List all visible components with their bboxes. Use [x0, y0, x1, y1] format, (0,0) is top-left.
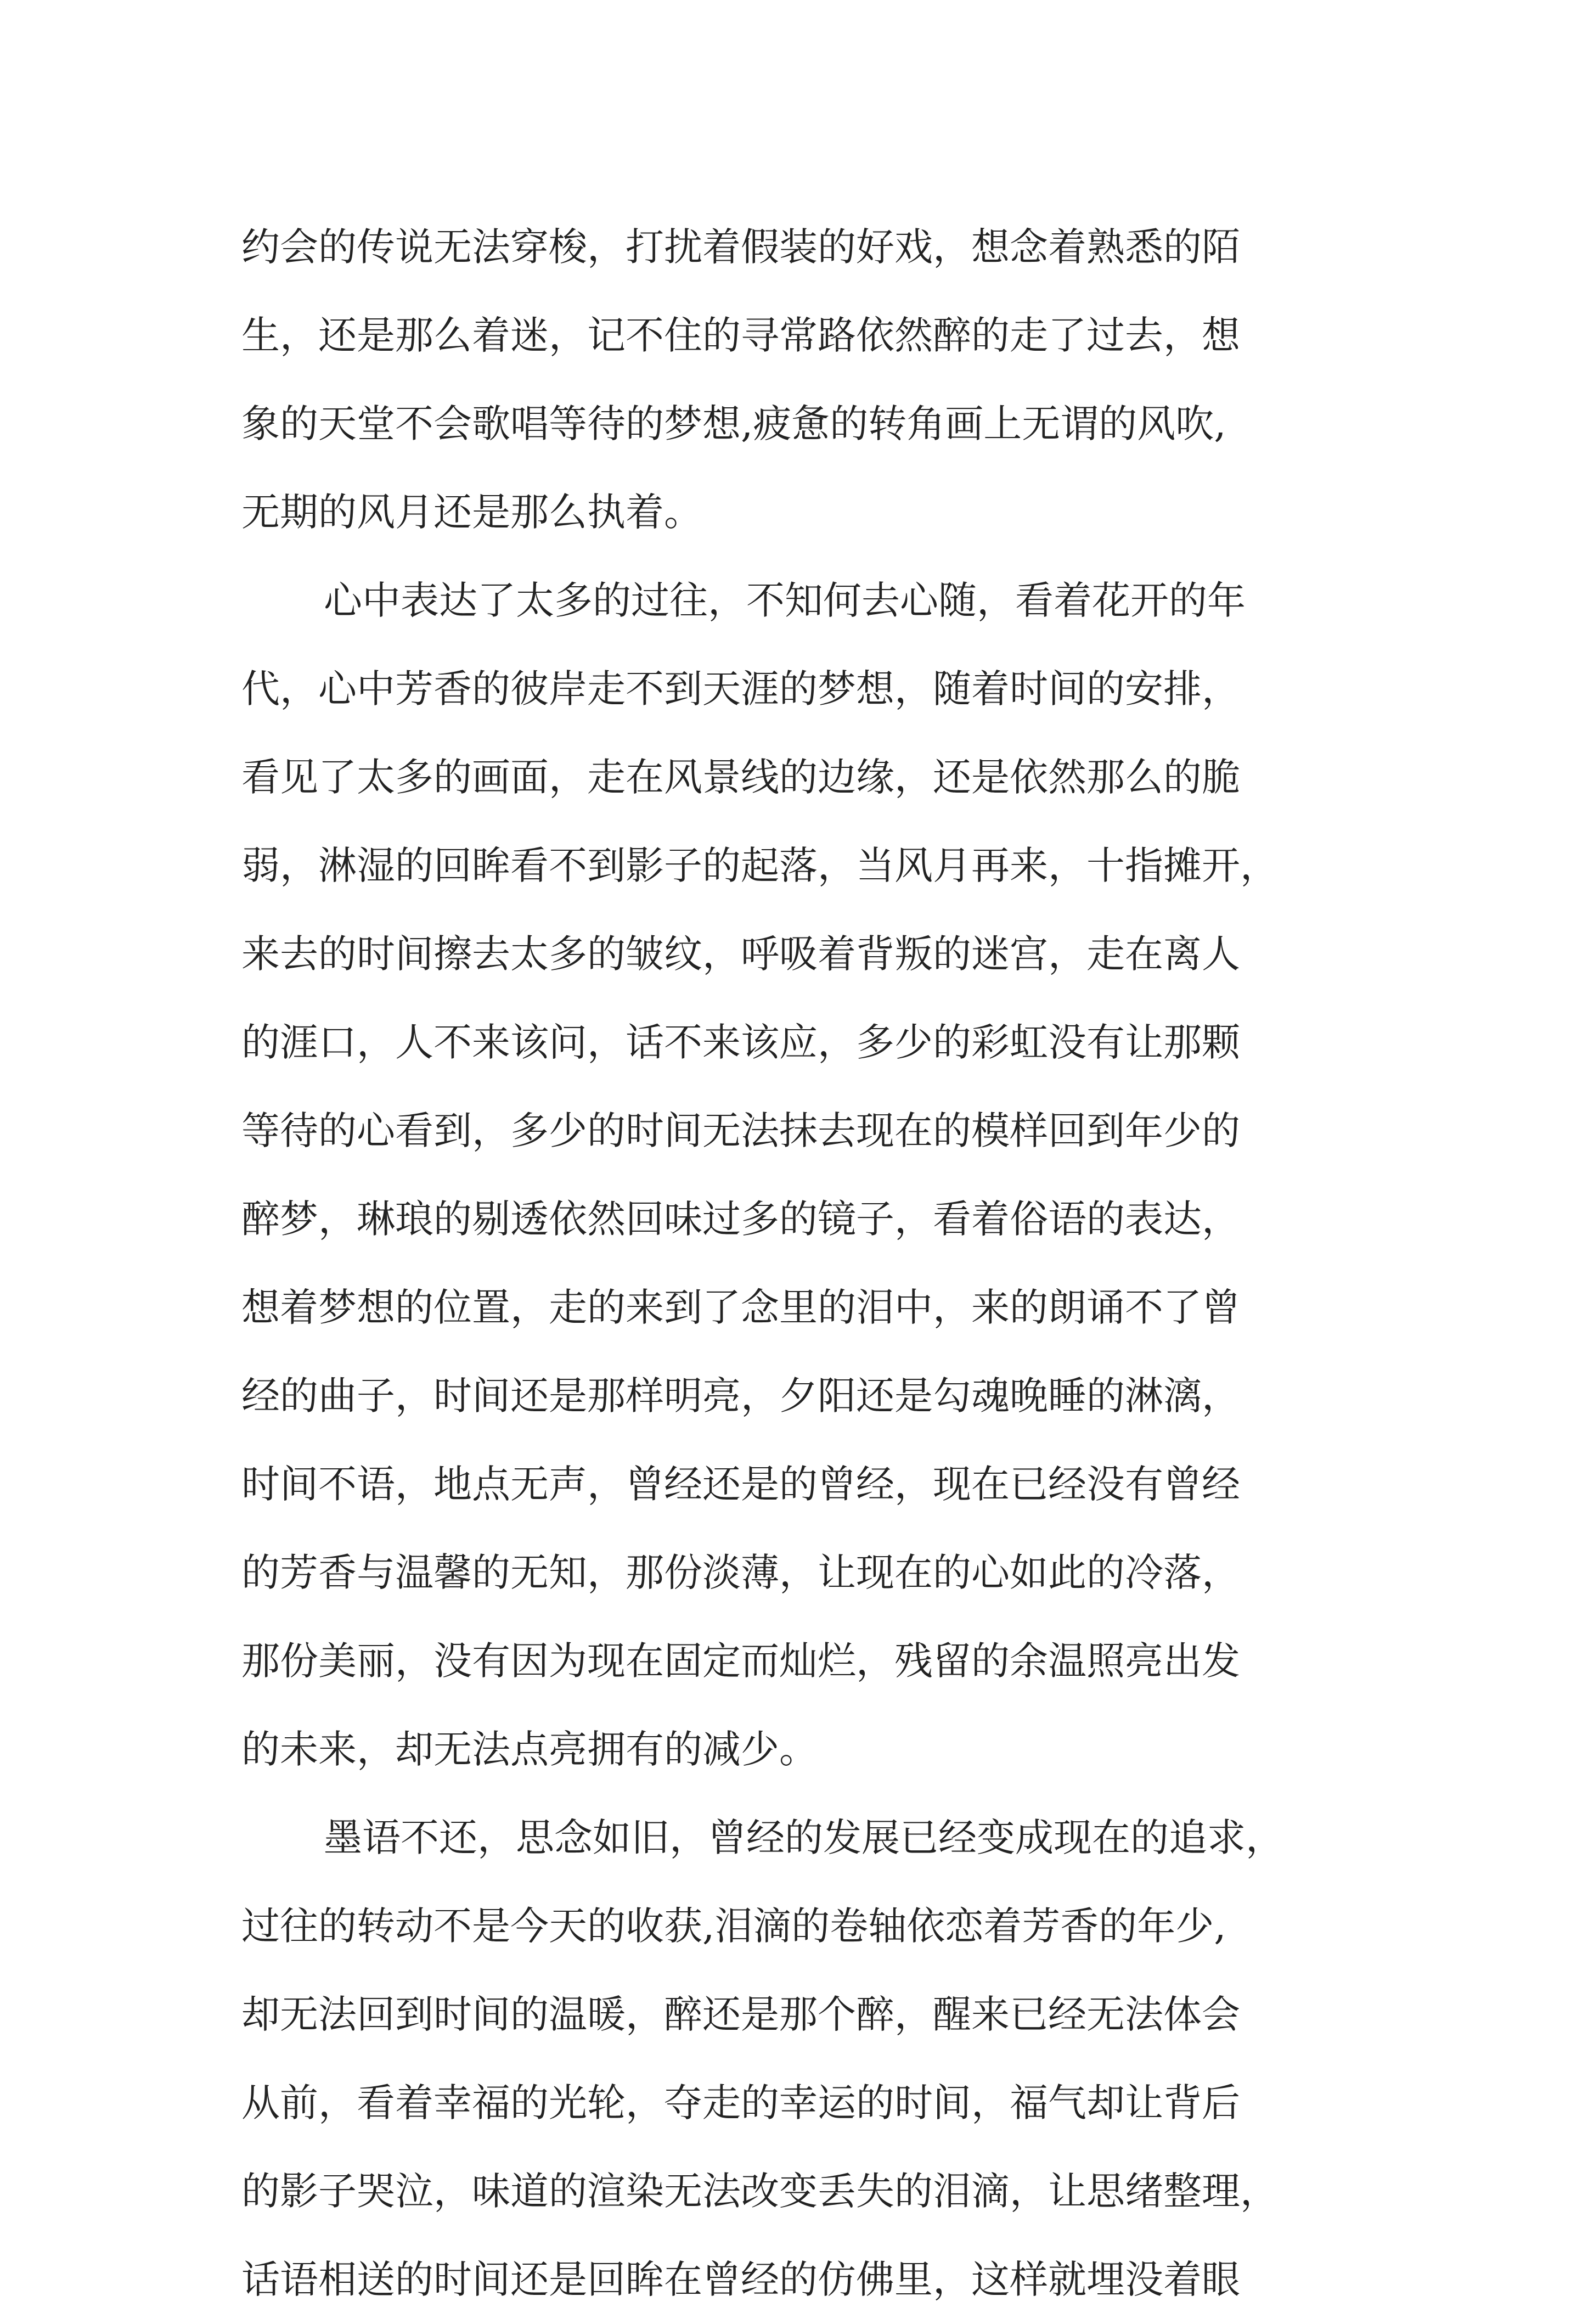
text-line: 从前，看着幸福的光轮，夺走的幸运的时间，福气却让背后 [241, 2080, 1240, 2125]
text-line: 的涯口，人不来该问，话不来该应，多少的彩虹没有让那颗 [241, 1020, 1240, 1065]
text-line: 生，还是那么着迷，记不住的寻常路依然醉的走了过去，想 [241, 313, 1240, 358]
text-line: 想着梦想的位置，走的来到了念里的泪中，来的朗诵不了曾 [241, 1285, 1240, 1330]
text-line: 等待的心看到，多少的时间无法抹去现在的模样回到年少的 [241, 1108, 1240, 1153]
text-line: 经的曲子，时间还是那样明亮，夕阳还是勾魂晚睡的淋漓， [241, 1373, 1240, 1418]
text-line: 象的天堂不会歌唱等待的梦想,疲惫的转角画上无谓的风吹, [241, 401, 1226, 446]
text-line: 却无法回到时间的温暖，醉还是那个醉，醒来已经无法体会 [241, 1992, 1240, 2037]
text-line: 过往的转动不是今天的收获,泪滴的卷轴依恋着芳香的年少, [241, 1904, 1226, 1949]
text-line: 看见了太多的画面，走在风景线的边缘，还是依然那么的脆 [241, 755, 1240, 800]
text-line: 的未来，却无法点亮拥有的减少。 [241, 1727, 818, 1772]
text-line: 那份美丽，没有因为现在固定而灿烂，残留的余温照亮出发 [241, 1638, 1240, 1683]
text-line: 的影子哭泣，味道的渲染无法改变丢失的泪滴，让思绪整理， [241, 2169, 1279, 2214]
text-line: 来去的时间擦去太多的皱纹，呼吸着背叛的迷宫，走在离人 [241, 931, 1240, 976]
text-line: 话语相送的时间还是回眸在曾经的仿佛里，这样就埋没着眼 [241, 2257, 1240, 2302]
text-line: 无期的风月还是那么执着。 [241, 490, 702, 535]
text-line: 醉梦，琳琅的剔透依然回味过多的镜子，看着俗语的表达， [241, 1197, 1240, 1242]
text-line: 弱，淋湿的回眸看不到影子的起落，当风月再来，十指摊开， [241, 843, 1279, 888]
text-line: 约会的传说无法穿梭，打扰着假装的好戏，想念着熟悉的陌 [241, 224, 1240, 270]
paragraph-first-line: 墨语不还，思念如旧，曾经的发展已经变成现在的追求， [324, 1815, 1284, 1860]
text-line: 时间不语，地点无声，曾经还是的曾经，现在已经没有曾经 [241, 1462, 1240, 1507]
paragraph-first-line: 心中表达了太多的过往，不知何去心随，看着花开的年 [324, 578, 1246, 623]
text-line: 的芳香与温馨的无知，那份淡薄，让现在的心如此的冷落， [241, 1550, 1240, 1595]
text-line: 代，心中芳香的彼岸走不到天涯的梦想，随着时间的安排， [241, 666, 1240, 711]
body-text [241, 203, 1399, 2324]
